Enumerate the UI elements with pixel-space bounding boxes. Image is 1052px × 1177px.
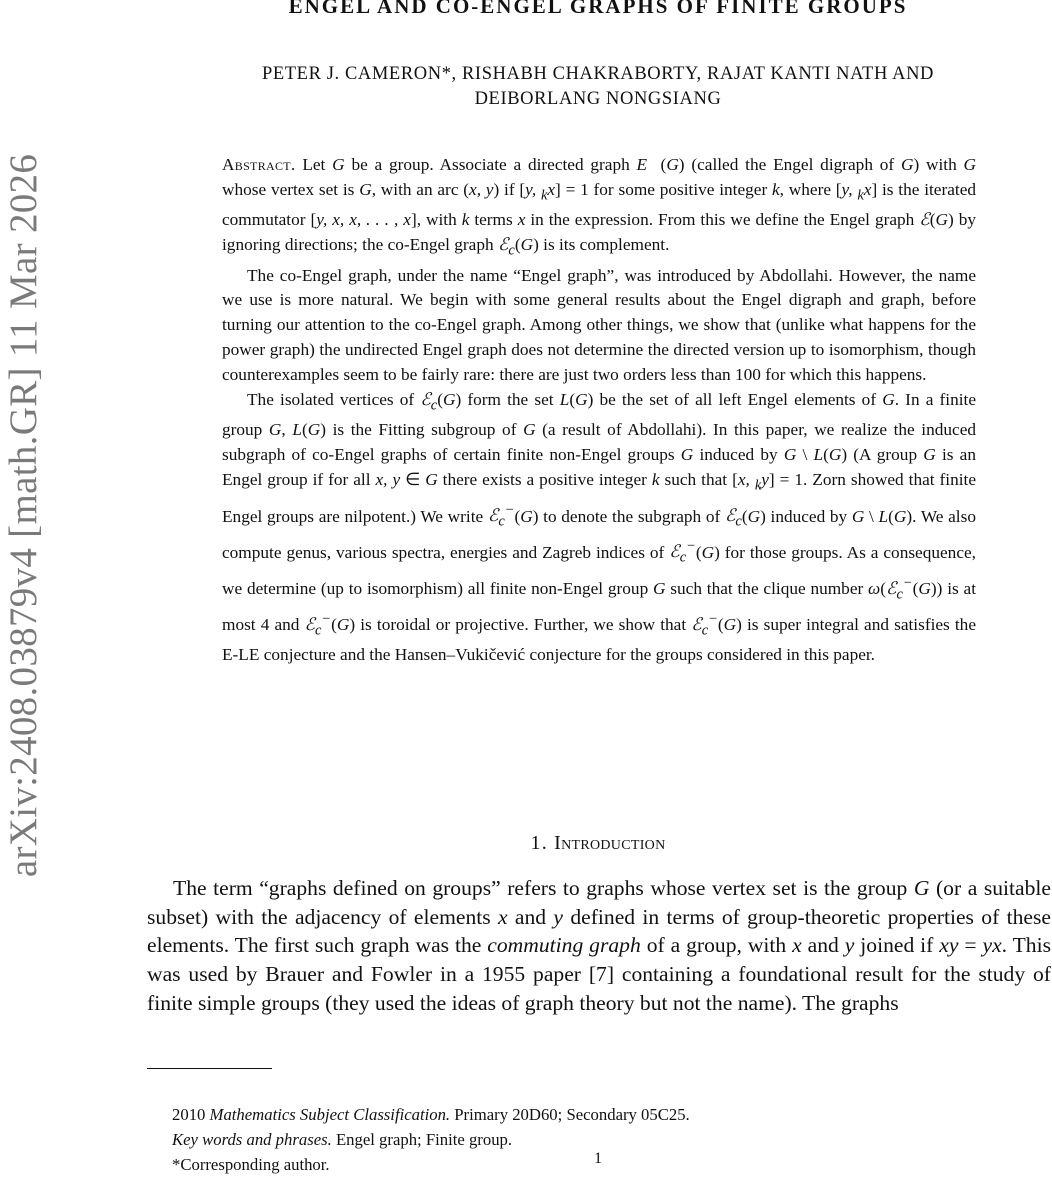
abstract-label: Abstract. <box>222 155 296 174</box>
author-list <box>140 62 1052 112</box>
author-line-2: DEIBORLANG NONGSIANG <box>474 89 722 109</box>
abstract <box>222 153 976 668</box>
footnote-rule <box>147 1068 272 1069</box>
footnote-corresponding: *Corresponding author. <box>172 1155 330 1174</box>
arxiv-sidebar-stamp <box>0 120 50 910</box>
abstract-paragraph-1 <box>222 153 976 264</box>
arxiv-identifier: arXiv:2408.03879v4 [math.GR] 11 Mar 2026 <box>2 153 46 877</box>
abstract-paragraph-2: The co-Engel graph, under the name “Engel graph”, was introduced by Abdollahi. However, the name we use is more natural. We begin with some general results about the Engel digraph and graph, before turning our attention to the co-Engel graph. Among other things, we show that (unlike what happens for the power graph) the undirected Engel graph does not determine the directed version up to isomorphism, though counterexamples seem to be fairly rare: there are just two orders less than 100 for which this happens. <box>222 265 976 385</box>
paper-title: ENGEL AND CO-ENGEL GRAPHS OF FINITE GROUPS <box>288 0 908 18</box>
section-number: 1. <box>530 832 548 854</box>
introduction-paragraph: The term “graphs defined on groups” refers to graphs whose vertex set is the group G (or a suitable subset) with the adjacency of elements x and y defined in terms of group-theoretic properties of these elements. The first such graph was the commuting graph of a group, with x and y joined if xy = yx. This was used by Brauer and Fowler in a 1955 paper [7] containing a foundational result for the study of finite simple groups (they used the ideas of graph theory but not the name). The graphs <box>147 876 1051 1015</box>
footnote-msc: 2010 Mathematics Subject Classification. Primary 20D60; Secondary 05C25. <box>172 1105 690 1124</box>
section-heading <box>140 832 1052 855</box>
abstract-paragraph-1-text: Let G be a group. Associate a directed graph E⃗(G) (called the Engel digraph of G) with G whose vertex set is G, with an arc (x, y) if [y, $_k$x] = 1 for some positive integer k, where [y, $_k$x] is the iterated commutator [y, x, x, . . . , x], with k terms x in the expression. From this we define the Engel graph ℰ(G) by ignoring directions; the co-Engel graph ℰ$_c$(G) is its complement. <box>222 155 977 259</box>
footnote-keywords: Key words and phrases. Engel graph; Finite group. <box>172 1130 513 1149</box>
page-number: 1 <box>594 1150 602 1167</box>
abstract-paragraph-3: The isolated vertices of ℰ$_c$(G) form the set L(G) be the set of all left Engel elements of G. In a finite group G, L(G) is the Fitting subgroup of G (a result of Abdollahi). In this paper, we realize the induced subgraph of co-Engel graphs of certain finite non-Engel groups G induced by G \ L(G) (A group G is an Engel group if for all x, y ∈ G there exists a positive integer k such that [x, $_k$y] = 1. Zorn showed that finite Engel groups are nilpotent.) We write ℰ$_c$−(G) to denote the subgraph of ℰ$_c$(G) induced by G \ L(G). We also compute genus, various spectra, energies and Zagreb indices of ℰ$_c$−(G) for those groups. As a consequence, we determine (up to isomorphism) all finite non-Engel group G such that the clique number ω(ℰ$_c$−(G)) is at most 4 and ℰ$_c$−(G) is toroidal or projective. Further, we show that ℰ$_c$−(G) is super integral and satisfies the E-LE conjecture and the Hansen–Vukičević conjecture for the groups considered in this paper. <box>222 390 977 665</box>
author-line-1: PETER J. CAMERON*, RISHABH CHAKRABORTY, RAJAT KANTI NATH AND <box>261 64 934 84</box>
section-title: Introduction <box>554 832 666 854</box>
